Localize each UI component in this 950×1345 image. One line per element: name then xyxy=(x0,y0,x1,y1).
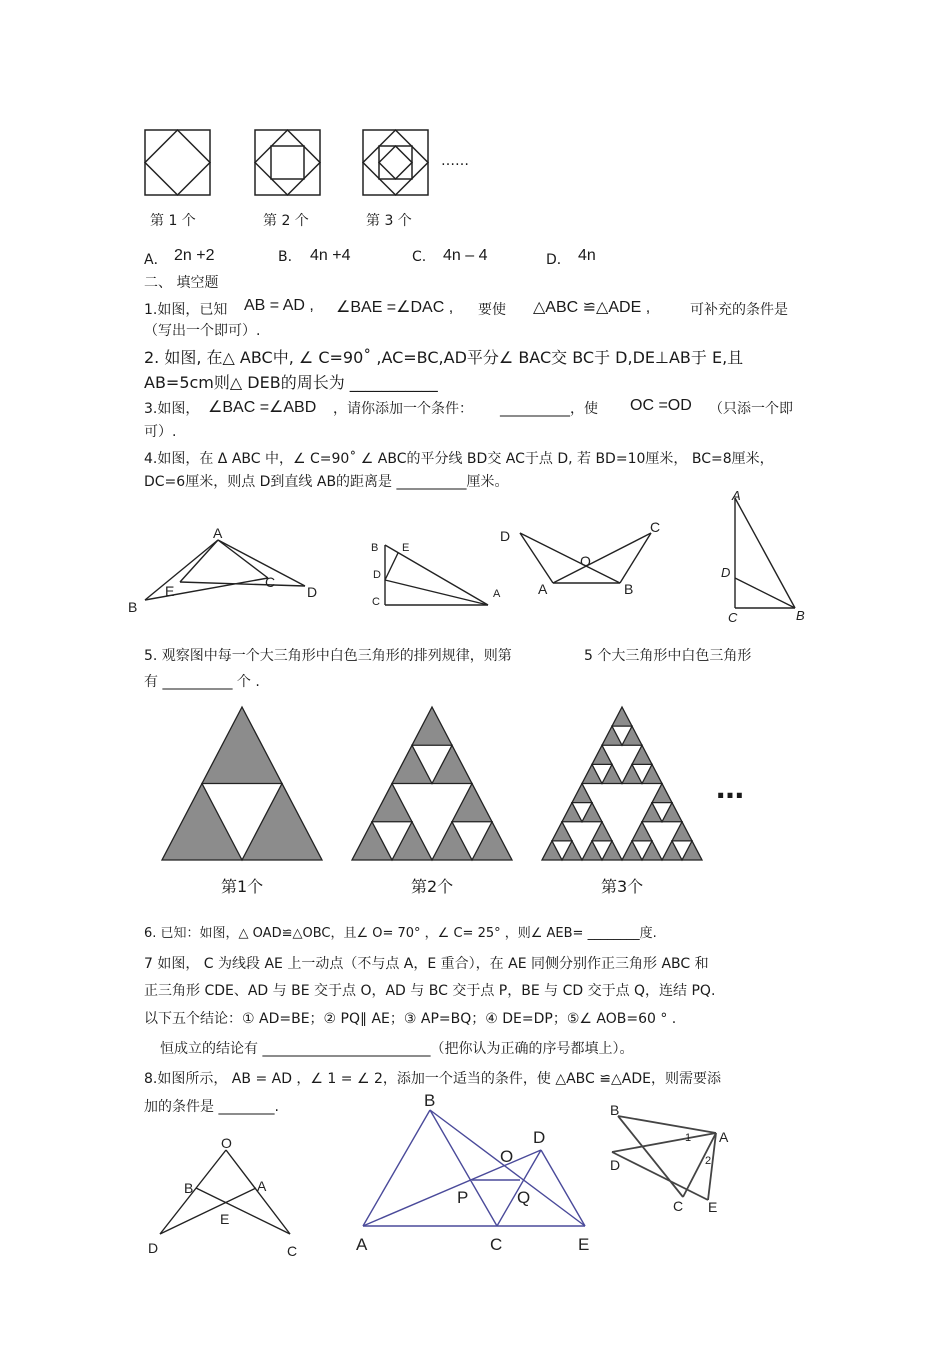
f2-label-D: D xyxy=(373,569,381,581)
option-d-letter: D． xyxy=(546,252,571,268)
option-b-letter: B. xyxy=(278,249,293,265)
f2-label-A: A xyxy=(493,588,501,600)
f2-label-B2: B xyxy=(371,542,379,554)
q1-line2: （写出一个即可）. xyxy=(144,323,261,339)
f1-label-B: B xyxy=(128,599,138,615)
q3-text-a: 3.如图， xyxy=(144,401,200,417)
q3-text-d: __________，使 xyxy=(500,401,598,417)
f3-label-A: A xyxy=(538,581,548,597)
f4-label-C: C xyxy=(728,610,738,625)
q8-line2: 加的条件是 ________. xyxy=(144,1099,279,1115)
q7-line4: 恒成立的结论有 ________________________（把你认为正确的序号都填上）。 xyxy=(160,1041,634,1057)
g3-label-B: B xyxy=(610,1102,620,1118)
q1-text-d: 要使 xyxy=(478,302,506,318)
q4-line1: 4.如图，在 Δ ABC 中，∠ C=90˚ ∠ ABC的平分线 BD交 AC于点 D, 若 BD=10厘米， BC=8厘米， xyxy=(144,451,774,467)
f1-label-E: E xyxy=(165,583,175,599)
g2-label-Q: Q xyxy=(517,1188,531,1207)
q4-line2: DC=6厘米，则点 D到直线 AB的距离是 __________厘米。 xyxy=(144,474,509,490)
g1-label-E: E xyxy=(220,1211,230,1227)
q1-text-a: 1.如图，已知 xyxy=(144,302,228,318)
q7-line2: 正三角形 CDE、AD 与 BE 交于点 O，AD 与 BC 交于点 P，BE 与 CD 交于点 Q，连结 PQ. xyxy=(144,983,716,999)
option-a-expr: 2n +2 xyxy=(174,247,215,264)
q6-line: 6. 已知：如图，△ OAD≌△OBC，且∠ O= 70° ，∠ C= 25° ，则∠ AEB= ________度. xyxy=(144,926,657,941)
q2-line1: 2. 如图, 在△ ABC中, ∠ C=90˚ ,AC=BC,AD平分∠ BAC交 BC于 D,DE⊥AB于 E,且 xyxy=(144,348,744,367)
q1-text-f: 可补充的条件是 xyxy=(690,302,788,318)
q1-text-c: ∠BAE =∠DAC , xyxy=(336,299,454,316)
g2-label-A: A xyxy=(356,1235,368,1254)
g1-label-O: O xyxy=(221,1135,232,1151)
g1-label-B: B xyxy=(184,1180,194,1196)
g1-label-C: C xyxy=(287,1243,298,1259)
g2-label-O: O xyxy=(500,1147,514,1166)
g2-label-P: P xyxy=(457,1188,469,1207)
f2-label-C: C xyxy=(372,596,380,608)
q5-line2: 有 __________ 个 . xyxy=(144,674,260,690)
squares-ellipsis: …… xyxy=(441,153,469,169)
g3-label-E: E xyxy=(708,1199,718,1215)
q3-text-c: ，请你添加一个条件： xyxy=(333,401,473,417)
squares-label-3: 第 3 个 xyxy=(366,213,412,229)
g3-label-D: D xyxy=(610,1157,621,1173)
q1-text-e: △ABC ≌△ADE , xyxy=(533,299,651,316)
g3-label-C: C xyxy=(673,1198,684,1214)
f3-label-O: O xyxy=(580,553,591,569)
f3-label-D: D xyxy=(500,528,511,544)
option-c-letter: C. xyxy=(412,249,427,265)
q5-text-b: 5 个大三角形中白色三角形 xyxy=(584,648,752,664)
g2-label-B: B xyxy=(424,1091,436,1110)
f2-label-E: E xyxy=(402,542,410,554)
q7-line3: 以下五个结论：① AD=BE；② PQ∥ AE；③ AP=BQ；④ DE=DP；⑤∠ AOB=60 ° . xyxy=(144,1011,677,1027)
sierpinski-label-3: 第3个 xyxy=(601,877,644,896)
sierpinski-label-1: 第1个 xyxy=(221,877,264,896)
option-a-letter: A． xyxy=(144,252,168,268)
sierpinski-ellipsis: … xyxy=(716,772,744,805)
g3-label-2: 2 xyxy=(705,1155,712,1167)
squares-label-2: 第 2 个 xyxy=(263,213,309,229)
f3-label-B: B xyxy=(624,581,634,597)
q2-line2: AB=5cm则△ DEB的周长为 ___________ xyxy=(144,373,438,392)
f4-label-B: B xyxy=(796,608,805,623)
q1-text-b: AB = AD , xyxy=(244,297,314,314)
g3-label-1: 1 xyxy=(685,1132,692,1144)
section-title: 二、 填空题 xyxy=(144,275,219,291)
q3-line2: 可）. xyxy=(144,424,177,440)
g2-label-D: D xyxy=(533,1128,546,1147)
q3-text-b: ∠BAC =∠ABD xyxy=(208,399,317,416)
f4-label-D: D xyxy=(721,565,731,580)
q3-text-e: OC =OD xyxy=(630,397,692,414)
option-d-expr: 4n xyxy=(578,247,596,264)
g1-label-A: A xyxy=(257,1178,267,1194)
g2-label-C: C xyxy=(490,1235,503,1254)
q3-text-f: （只添一个即 xyxy=(709,401,793,417)
f3-label-C: C xyxy=(650,519,661,535)
f4-label-A: A xyxy=(732,488,741,503)
q7-line1: 7 如图， C 为线段 AE 上一动点（不与点 A，E 重合），在 AE 同侧分别作正三角形 ABC 和 xyxy=(144,956,709,972)
option-b-expr: 4n +4 xyxy=(310,247,351,264)
g2-label-E: E xyxy=(578,1235,590,1254)
q8-line1: 8.如图所示， AB = AD ，∠ 1 = ∠ 2，添加一个适当的条件，使 △ABC ≌△ADE，则需要添 xyxy=(144,1071,721,1087)
q5-text-a: 5. 观察图中每一个大三角形中白色三角形的排列规律，则第 xyxy=(144,648,512,664)
g1-label-D: D xyxy=(148,1240,159,1256)
g3-label-A: A xyxy=(719,1129,729,1145)
f1-label-D: D xyxy=(307,584,318,600)
option-c-expr: 4n – 4 xyxy=(443,247,488,264)
f1-label-C: C xyxy=(265,574,276,590)
sierpinski-label-2: 第2个 xyxy=(411,877,454,896)
f1-label-A: A xyxy=(213,525,223,541)
squares-label-1: 第 1 个 xyxy=(150,213,196,229)
